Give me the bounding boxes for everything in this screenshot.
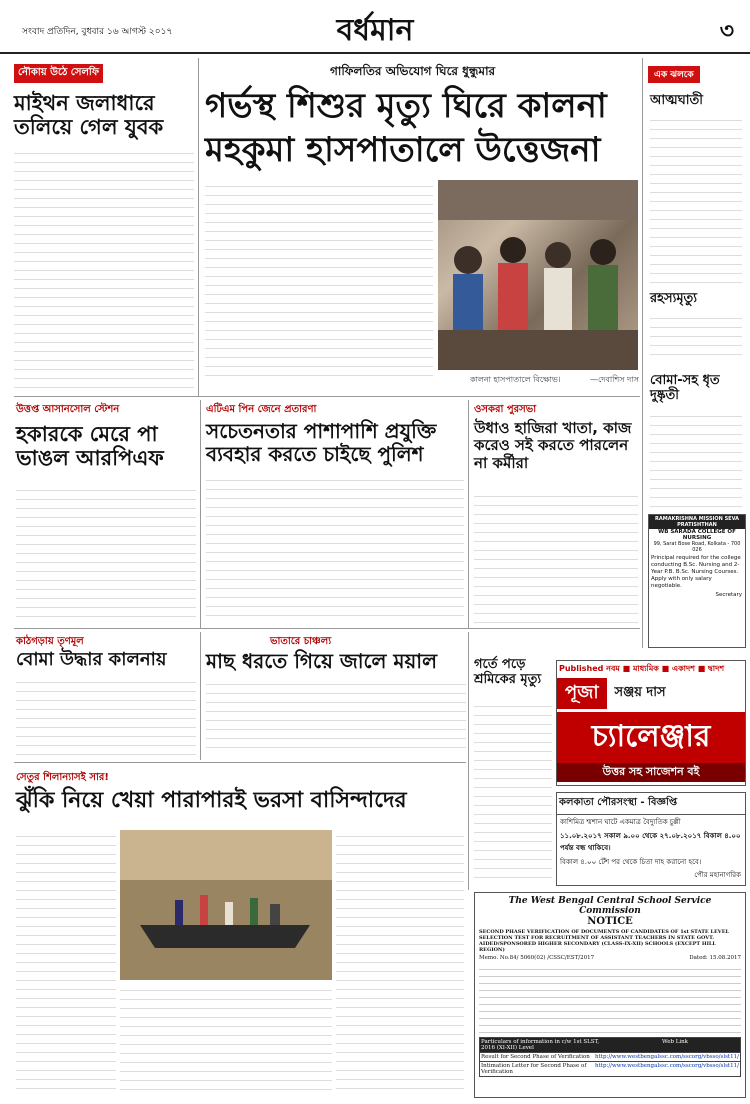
divider (198, 58, 199, 396)
page-number: ৩ (719, 18, 734, 44)
story-body (16, 830, 116, 1092)
ad-tags: Published নবম ■ মাধ্যমিক ■ একাদশ ■ দ্বাদশ (557, 661, 745, 678)
edition-date: সংবাদ প্রতিদিন, বুধবার ১৬ আগস্ট ২০১৭ (22, 27, 173, 37)
story-body (474, 700, 552, 886)
page-title: বর্ধমান (336, 13, 414, 48)
headline: মাইথন জলাধারে তলিয়ে গেল যুবক (14, 91, 164, 140)
table-cell: Intimation Letter for Second Phase of Verification (481, 1063, 587, 1075)
headline: উধাও হাজিরা খাতা, কাজ করেও সই করতে পারলেন না কর্মীরা (474, 419, 632, 472)
kicker: এটিএম পিন জেনে প্রতারণা (206, 404, 317, 415)
kicker: উত্তপ্ত আসানসোল স্টেশন (16, 404, 120, 415)
headline: বোমা উদ্ধার কালনায় (16, 649, 167, 670)
ad-line: কাশিমিত্র শ্মশান ঘাটে একমাত্র বৈদ্যুতিক চুল্লী (560, 818, 681, 826)
section-label: এক ঝলকে (648, 66, 700, 83)
story-body (474, 490, 638, 624)
story-body (206, 474, 464, 624)
kicker: ভাতারে চাঞ্চল্য (270, 636, 332, 647)
headline: মাছ ধরতে গিয়ে জালে ময়াল (206, 649, 437, 673)
lead-caption: কালনা হাসপাতালে বিক্ষোভ। (470, 375, 561, 384)
divider (468, 632, 469, 890)
story-body (206, 678, 466, 756)
story-body (336, 830, 464, 1092)
table-cell: Result for Second Phase of Verification (481, 1054, 590, 1060)
ad-memo: Memo. No.84/ 5060(02) /CSSC/EST/2017 (479, 955, 595, 961)
ad-notice: NOTICE (587, 916, 633, 927)
divider (200, 400, 201, 628)
ad-body (479, 964, 741, 1034)
masthead (0, 0, 750, 54)
story-body (120, 984, 332, 1092)
brief-headline: আত্মঘাতী (650, 93, 703, 108)
divider (642, 58, 643, 648)
story-body (16, 484, 196, 624)
ad-sub: WB SARADA COLLEGE OF NURSING (658, 529, 736, 541)
lead-headline: গর্ভস্থ শিশুর মৃত্যু ঘিরে কালনা মহকুমা হাসপাতালে উত্তেজনা (205, 86, 607, 171)
table-cell[interactable]: http://www.westbengalssc.com/sscorg/vbsso/slst11/ (594, 1054, 739, 1060)
table-cell[interactable]: http://www.westbengalssc.com/sscorg/vbsso/slst11/ (594, 1063, 739, 1069)
ad-person: সঞ্জয় দাস (614, 685, 666, 700)
divider (14, 762, 466, 763)
divider (468, 400, 469, 628)
lead-strap: গাফিলতির অভিযোগ ঘিরে ধুন্ধুমার (330, 64, 496, 78)
ad-wbcsc-notice (474, 892, 746, 1098)
ad-line: ১১.০৮.২০১৭ সকাল ৯.০০ থেকে ২৭.০৮.২০১৭ বিকাল ৪.০০ পর্যন্ত বন্ধ থাকিবে। (560, 832, 741, 852)
divider (14, 396, 640, 397)
ad-nursing (648, 514, 746, 648)
ad-date: Dated: 15.08.2017 (689, 955, 741, 961)
ad-title: কলকাতা পৌরসংস্থা - বিজ্ঞপ্তি (557, 793, 745, 815)
ad-sub: SECOND PHASE VERIFICATION OF DOCUMENTS OF CANDIDATES OF 1st STATE LEVEL SELECTION TEST FOR RECRUITMENT OF ASSISTANT TEACHERS IN STATE GOVT. AIDED/SPONSORED HIGHER SECONDARY (CLASS-IX-XII) SCHOOLS (EXCEPT HILL REGION) (479, 929, 730, 953)
ad-sign: Secretary (715, 592, 742, 598)
brief-headline: বোমা-সহ ধৃত দুষ্কৃতী (650, 373, 720, 403)
ad-title: RAMAKRISHNA MISSION SEVA PRATISHTHAN (649, 515, 745, 529)
divider (14, 628, 640, 629)
ad-title: The West Bengal Central School Service Commission (508, 896, 712, 916)
ad-big: চ্যালেঞ্জার (557, 712, 745, 763)
headline: গর্তে পড়ে শ্রমিকের মৃত্যু (474, 657, 542, 687)
ad-line: বিকাল ৪.০০ টেঁশ পর থেকে চিতা দাহ করানো হবে। (560, 858, 702, 866)
kicker: ওসকরা পুরসভা (474, 404, 537, 415)
kicker: কাঠগড়ায় তৃণমূল (16, 636, 84, 647)
lead-photo (438, 180, 638, 370)
headline: হকারকে মেরে পা ভাঙল আরপিএফ (16, 422, 164, 471)
ad-brand: পূজা (557, 678, 607, 709)
brief-body (650, 312, 742, 362)
story-maithon (14, 60, 194, 390)
ad-text: Principal required for the college conducting B.Sc. Nursing and 2-Year P.B. B.Sc. Nursing Courses. Apply with only salary negotiable. (651, 555, 741, 589)
brief-body (650, 410, 742, 512)
ad-sign: পৌর মহানাগরিক (694, 871, 741, 879)
kicker: সেতুর শিলান্যাসই সার! (16, 772, 109, 783)
divider (200, 632, 201, 760)
lead-credit: —দেবাশিস দাস (590, 375, 639, 384)
kicker: নৌকায় উঠে সেলফি (14, 64, 103, 83)
headline: ঝুঁকি নিয়ে খেয়া পারাপারই ভরসা বাসিন্দাদের (16, 788, 407, 813)
table-head: Web Link (610, 1038, 740, 1052)
ad-foot: উত্তর সহ সাজেশন বই (557, 763, 745, 782)
brief-body (650, 114, 742, 284)
lead-body (205, 180, 433, 380)
table-head: Particulars of information in c/w 1st SLST, 2016 (XI-XII) Level (480, 1038, 610, 1052)
headline: সচেতনতার পাশাপাশি প্রযুক্তি ব্যবহার করতে চাইছে পুলিশ (206, 419, 437, 466)
ad-puja-challenger (556, 660, 746, 786)
brief-headline: রহস্যমৃত্যু (650, 291, 698, 306)
story-body (14, 147, 194, 402)
ad-address: 99, Sarat Bose Road, Kolkata - 700 026 (653, 541, 741, 553)
story-body (16, 676, 196, 756)
ad-kmc-notice (556, 792, 746, 886)
ferry-photo (120, 830, 332, 980)
